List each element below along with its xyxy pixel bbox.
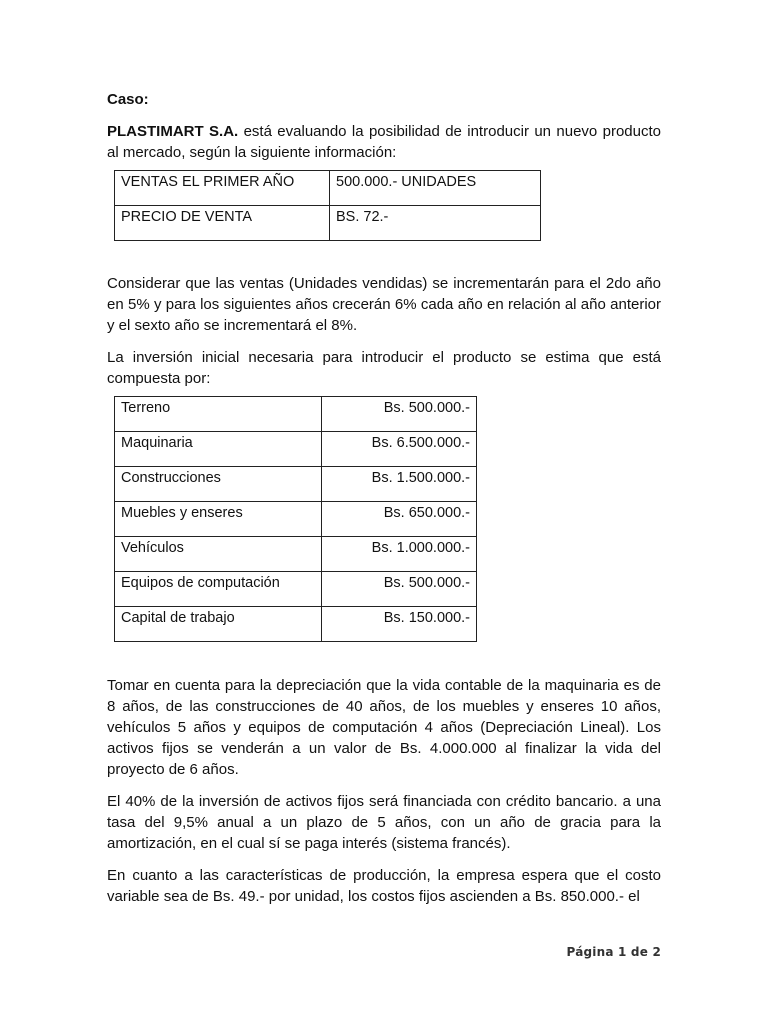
table-row bbox=[115, 432, 477, 467]
table-cell: VENTAS EL PRIMER AÑO bbox=[115, 171, 330, 206]
table-row bbox=[115, 467, 477, 502]
page-number: Página 1 de 2 bbox=[566, 945, 661, 959]
table-cell: Terreno bbox=[115, 397, 322, 432]
table-cell: Bs. 1.000.000.- bbox=[322, 537, 477, 572]
company-name: PLASTIMART S.A. bbox=[107, 123, 239, 140]
credit-paragraph: El 40% de la inversión de activos fijos será financiada con crédito bancario. a una tasa del 9,5% anual a un plazo de 5 años, con un año de gracia para la amortización, en el cual sí se paga interés (sistema francés). bbox=[107, 793, 661, 852]
table-cell: Muebles y enseres bbox=[115, 502, 322, 537]
case-heading: Caso: bbox=[107, 91, 149, 108]
intro-text: está evaluando la posibilidad de introducir un nuevo producto al mercado, según la siguiente información: bbox=[107, 123, 661, 161]
table-cell: 500.000.- UNIDADES bbox=[330, 171, 541, 206]
table-cell: Bs. 1.500.000.- bbox=[322, 467, 477, 502]
table-row bbox=[115, 572, 477, 607]
table-cell: Bs. 150.000.- bbox=[322, 607, 477, 642]
table-cell: PRECIO DE VENTA bbox=[115, 206, 330, 241]
production-paragraph: En cuanto a las características de producción, la empresa espera que el costo variable sea de Bs. 49.- por unidad, los costos fijos ascienden a Bs. 850.000.- el bbox=[107, 867, 661, 905]
table-cell: Bs. 500.000.- bbox=[322, 397, 477, 432]
table-row bbox=[115, 502, 477, 537]
table-cell: Bs. 6.500.000.- bbox=[322, 432, 477, 467]
sales-table bbox=[114, 170, 541, 241]
investment-table bbox=[114, 396, 477, 642]
table-row bbox=[115, 537, 477, 572]
table-cell: BS. 72.- bbox=[330, 206, 541, 241]
document-page bbox=[107, 89, 661, 907]
table-cell: Equipos de computación bbox=[115, 572, 322, 607]
sales-growth-paragraph: Considerar que las ventas (Unidades vendidas) se incrementarán para el 2do año en 5% y para los siguientes años crecerán 6% cada año en relación al año anterior y el sexto año se incrementará el 8%. bbox=[107, 275, 661, 334]
table-cell: Maquinaria bbox=[115, 432, 322, 467]
investment-paragraph: La inversión inicial necesaria para introducir el producto se estima que está compuesta por: bbox=[107, 349, 661, 387]
intro-paragraph bbox=[107, 121, 661, 163]
table-row bbox=[115, 171, 541, 206]
depreciation-paragraph: Tomar en cuenta para la depreciación que la vida contable de la maquinaria es de 8 años, de las construcciones de 40 años, de los muebles y enseres 10 años, vehículos 5 años y equipos de computación 4 años (Depreciación Lineal). Los activos fijos se venderán a un valor de Bs. 4.000.000 al finalizar la vida del proyecto de 6 años. bbox=[107, 677, 661, 778]
table-cell: Construcciones bbox=[115, 467, 322, 502]
table-cell: Bs. 500.000.- bbox=[322, 572, 477, 607]
table-row bbox=[115, 397, 477, 432]
table-cell: Bs. 650.000.- bbox=[322, 502, 477, 537]
table-row bbox=[115, 206, 541, 241]
table-row bbox=[115, 607, 477, 642]
table-cell: Vehículos bbox=[115, 537, 322, 572]
table-cell: Capital de trabajo bbox=[115, 607, 322, 642]
